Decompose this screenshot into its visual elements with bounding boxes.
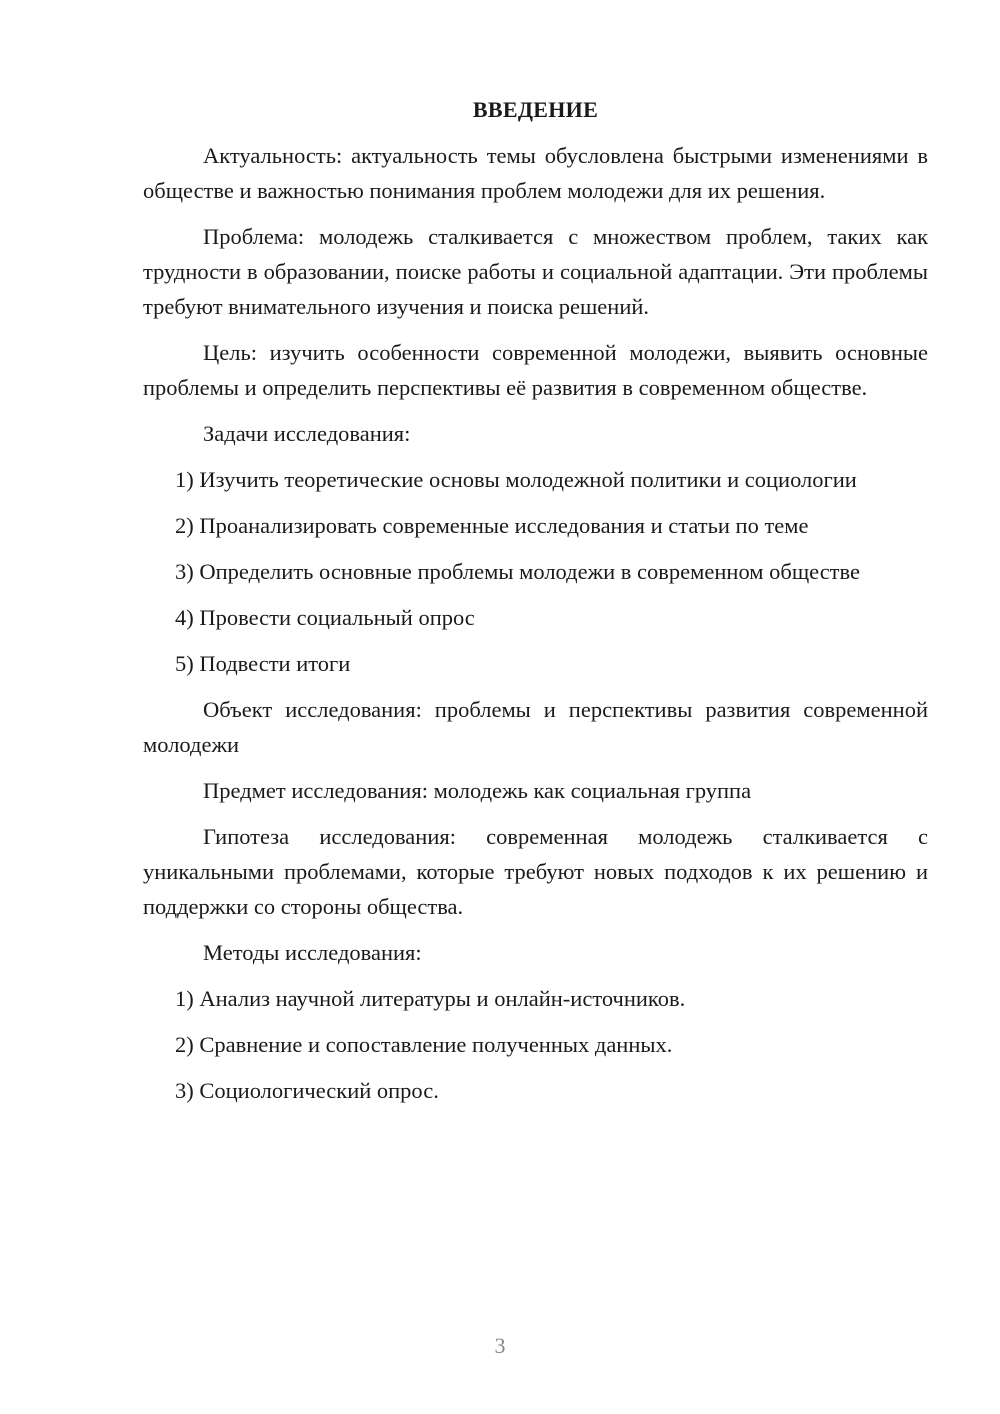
list-item: 1) Анализ научной литературы и онлайн-источников. <box>175 986 686 1011</box>
methods-list <box>143 981 928 1108</box>
list-item: 3) Социологический опрос. <box>175 1078 439 1103</box>
list-item: 4) Провести социальный опрос <box>175 605 475 630</box>
list-item: 5) Подвести итоги <box>175 651 351 676</box>
page-content <box>143 92 928 1119</box>
section-title: ВВЕДЕНИЕ <box>472 97 599 122</box>
object-paragraph: Объект исследования: проблемы и перспективы развития современной молодежи <box>143 697 928 757</box>
page-number: 3 <box>494 1333 506 1358</box>
tasks-list <box>143 462 928 681</box>
tasks-heading: Задачи исследования: <box>203 421 411 446</box>
list-item: 1) Изучить теоретические основы молодежной политики и социологии <box>175 467 857 492</box>
subject-paragraph: Предмет исследования: молодежь как социальная группа <box>203 778 752 803</box>
problem-paragraph: Проблема: молодежь сталкивается с множеством проблем, таких как трудности в образовании, поиске работы и социальной адаптации. Эти проблемы требуют внимательного изучения и поиска решений. <box>143 224 928 319</box>
list-item: 2) Сравнение и сопоставление полученных данных. <box>175 1032 673 1057</box>
goal-paragraph: Цель: изучить особенности современной молодежи, выявить основные проблемы и определить перспективы её развития в современном обществе. <box>143 340 928 400</box>
methods-heading: Методы исследования: <box>203 940 422 965</box>
relevance-paragraph: Актуальность: актуальность темы обусловлена быстрыми изменениями в обществе и важностью понимания проблем молодежи для их решения. <box>143 143 928 203</box>
list-item: 2) Проанализировать современные исследования и статьи по теме <box>175 513 809 538</box>
list-item: 3) Определить основные проблемы молодежи в современном обществе <box>175 559 860 584</box>
hypothesis-paragraph: Гипотеза исследования: современная молодежь сталкивается с уникальными проблемами, которые требуют новых подходов к их решению и поддержки со стороны общества. <box>143 824 928 919</box>
